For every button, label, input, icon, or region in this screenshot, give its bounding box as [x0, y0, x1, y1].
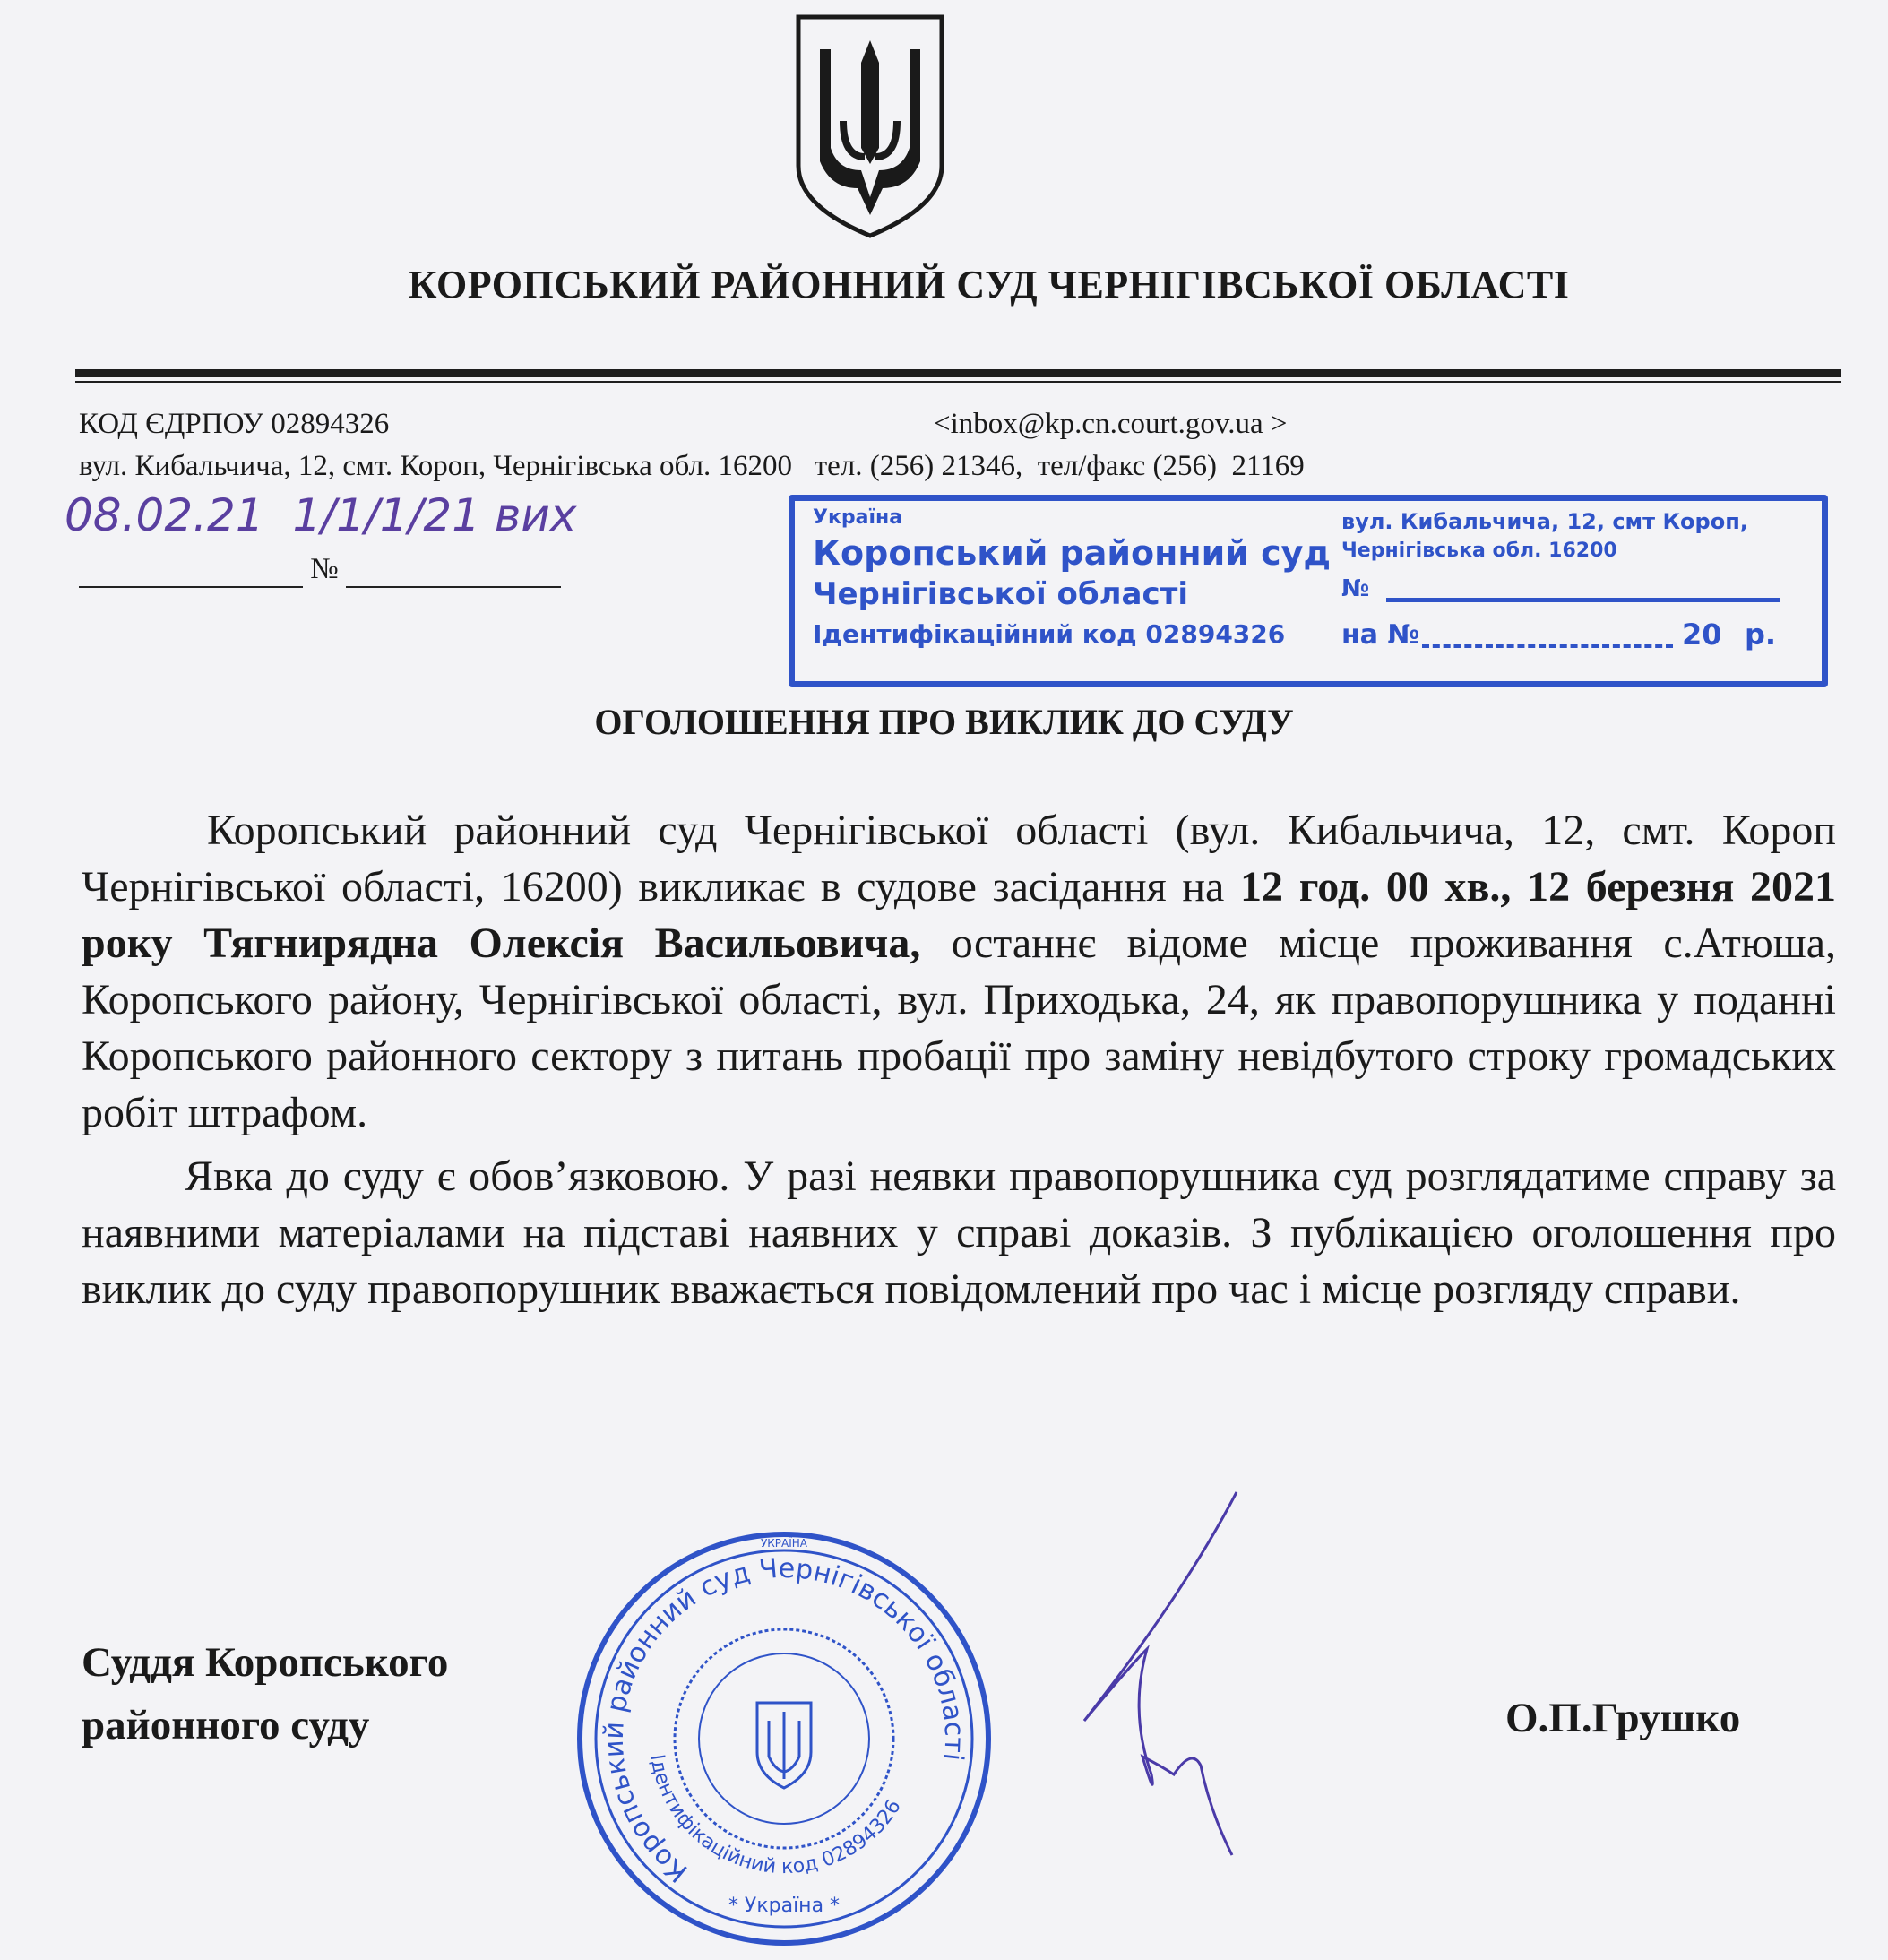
hearing-details: 12 год. 00 хв., 12 березня 2021 року Тягнирядна Олексія Васильовича,	[82, 863, 1836, 967]
stamp-no-label: №	[1341, 575, 1370, 602]
round-court-seal	[573, 1528, 995, 1949]
notice-paragraph-2: Явка до суду є обов’язковою. У разі неявки правопорушника суд розглядатиме справу за наявними матеріалами на підставі наявних у справі доказів. З публікацією оголошення про виклик до суду правопорушник вважається повідомлений про час і місце розгляду справи.	[82, 1153, 1836, 1313]
handwritten-registration: 08.02.21 1/1/1/21 вих	[65, 489, 577, 541]
p1-text-rest: останнє відоме місце проживання с.Атюша, Коропського району, Чернігівської області, вул. Приходька, 24, як правопорушника у поданні Коропського районного сектору з питань пробації про заміну невідбутого строку громадських робіт штрафом.	[82, 920, 1837, 1136]
stamp-ref-label: на №	[1341, 619, 1420, 651]
judge-title-line2: районного суду	[82, 1702, 370, 1748]
stamp-court-line1: Коропський районний суд	[813, 533, 1332, 573]
seal-outer-text: Коропський районний суд Чернігівської області	[598, 1552, 970, 1888]
coat-of-arms-trident-icon	[793, 13, 947, 239]
notice-paragraph-1	[82, 802, 1836, 1141]
notice-body	[82, 802, 1836, 1317]
outgoing-number	[79, 552, 561, 588]
court-address: вул. Кибальчича, 12, смт. Короп, Чернігівська обл. 16200 тел. (256) 21346, тел/факс (256) 21169	[79, 450, 1305, 482]
court-title: КОРОПСЬКИЙ РАЙОННИЙ СУД ЧЕРНІГІВСЬКОЇ ОБЛАСТІ	[408, 263, 1570, 307]
p1-text: Коропський районний суд Чернігівської області (вул. Кибальчича, 12, смт. Короп Чернігівської області, 16200) викликає в судове засідання на	[82, 807, 1836, 911]
judge-name: О.П.Грушко	[1505, 1695, 1741, 1741]
judge-title-line1: Суддя Коропського	[82, 1639, 449, 1686]
stamp-address: вул. Кибальчича, 12, смт Короп,	[1341, 509, 1748, 534]
stamp-year-label: 20	[1682, 617, 1722, 652]
stamp-court-line2: Чернігівської області	[813, 576, 1188, 612]
notice-heading: ОГОЛОШЕННЯ ПРО ВИКЛИК ДО СУДУ	[594, 702, 1294, 742]
handwritten-signature	[1075, 1488, 1272, 1864]
seal-ring-text: УКРАЇНА	[760, 1537, 808, 1550]
seal-inner-text: Ідентифікаційний код 02894326	[645, 1752, 906, 1879]
header-rule-thick	[75, 369, 1841, 377]
registration-stamp	[789, 495, 1828, 687]
stamp-country: Україна	[813, 506, 903, 529]
stamp-id-code: Ідентифікаційний код 02894326	[813, 619, 1286, 649]
court-email: <inbox@kp.cn.court.gov.ua >	[934, 408, 1288, 440]
stamp-address2: Чернігівська обл. 16200	[1341, 540, 1617, 562]
seal-bottom-text: * Україна *	[728, 1895, 841, 1917]
outgoing-number-label: №	[310, 553, 339, 585]
judge-title	[82, 1631, 448, 1757]
header-rule-thin	[75, 381, 1841, 383]
edrpou-code: КОД ЄДРПОУ 02894326	[79, 408, 390, 440]
stamp-year-suffix: р.	[1745, 617, 1777, 652]
